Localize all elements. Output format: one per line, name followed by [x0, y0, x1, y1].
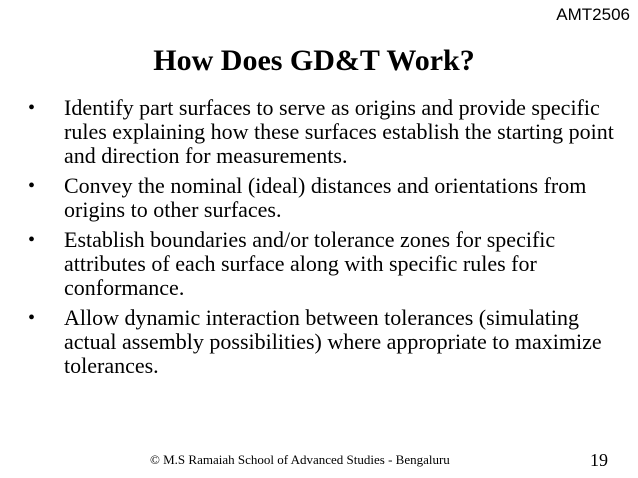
slide-title: How Does GD&T Work?: [153, 44, 475, 77]
bullet-item: [26, 174, 616, 222]
bullet-text: Allow dynamic interaction between tolerances (simulating actual assembly possibilities) where appropriate to maximize tolerances.: [64, 305, 602, 378]
bullet-item: [26, 306, 616, 378]
bullet-dot-icon: •: [28, 229, 36, 251]
bullet-dot-icon: •: [28, 307, 36, 329]
bullet-text: Establish boundaries and/or tolerance zones for specific attributes of each surface along with specific rules for conformance.: [64, 227, 556, 300]
bullet-list: [26, 96, 616, 384]
course-code: AMT2506: [556, 5, 630, 24]
bullet-dot-icon: •: [28, 97, 36, 119]
bullet-item: [26, 228, 616, 300]
bullet-item: [26, 96, 616, 168]
page-number: 19: [590, 450, 608, 470]
bullet-dot-icon: •: [28, 175, 36, 197]
footer-copyright: © M.S Ramaiah School of Advanced Studies - Bengaluru: [150, 452, 450, 467]
bullet-text: Identify part surfaces to serve as origins and provide specific rules explaining how these surfaces establish the starting point and direction for measurements.: [64, 95, 614, 168]
bullet-text: Convey the nominal (ideal) distances and orientations from origins to other surfaces.: [64, 173, 587, 222]
